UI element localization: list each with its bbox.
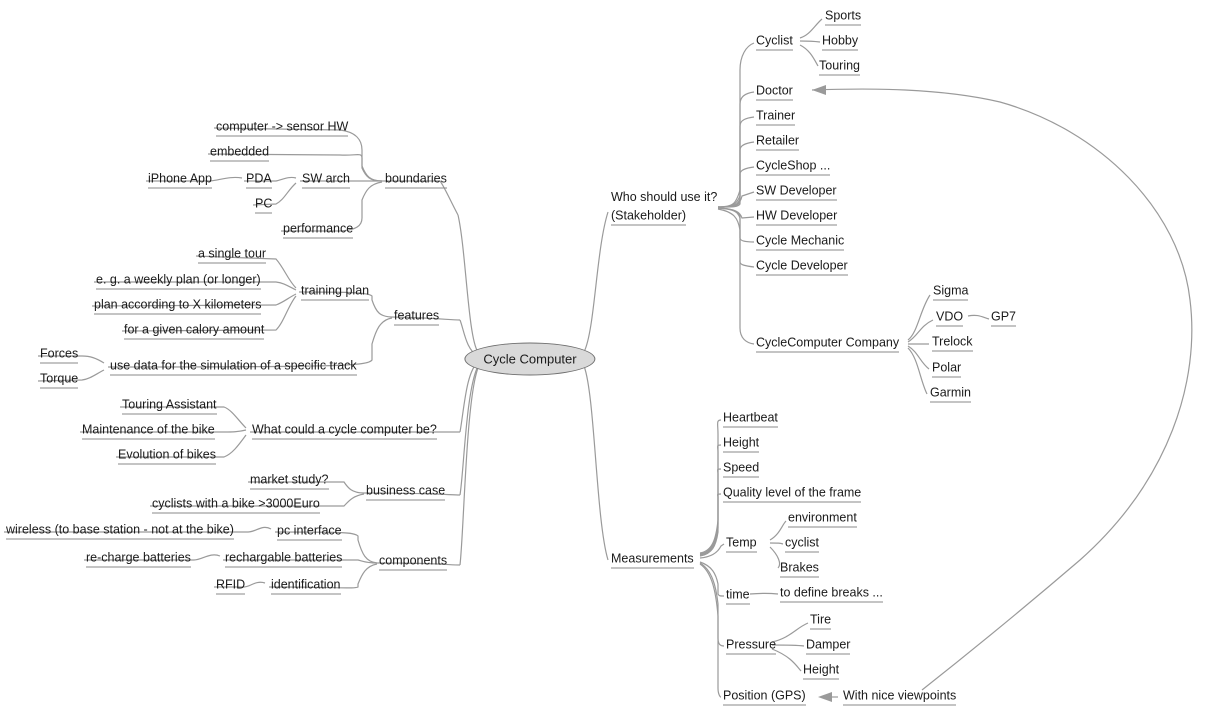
node-pressure[interactable]: Pressure	[726, 638, 776, 655]
node-trainer[interactable]: Trainer	[756, 109, 795, 126]
node-measurements[interactable]: Measurements	[611, 552, 694, 569]
node-cycleshop[interactable]: CycleShop ...	[756, 159, 830, 176]
node-trelock[interactable]: Trelock	[932, 335, 973, 352]
node-torque[interactable]: Torque	[40, 372, 78, 389]
node-vdo[interactable]: VDO	[936, 310, 963, 327]
node-stakeholder-line1[interactable]: Who should use it?	[611, 190, 718, 204]
node-retailer[interactable]: Retailer	[756, 134, 799, 151]
node-heartbeat[interactable]: Heartbeat	[723, 411, 778, 428]
node-embedded[interactable]: embedded	[210, 145, 269, 162]
node-define-breaks[interactable]: to define breaks ...	[780, 586, 883, 603]
node-iphone-app[interactable]: iPhone App	[148, 172, 212, 189]
node-pda[interactable]: PDA	[246, 172, 272, 189]
node-pc[interactable]: PC	[255, 197, 272, 214]
node-boundaries[interactable]: boundaries	[385, 172, 447, 189]
node-cyclist-temp[interactable]: cyclist	[785, 536, 819, 553]
node-nice-viewpoints[interactable]: With nice viewpoints	[843, 689, 956, 706]
node-doctor[interactable]: Doctor	[756, 84, 793, 101]
node-garmin[interactable]: Garmin	[930, 386, 971, 403]
node-damper[interactable]: Damper	[806, 638, 850, 655]
node-sports[interactable]: Sports	[825, 9, 861, 26]
node-environment[interactable]: environment	[788, 511, 857, 528]
node-calory-amount[interactable]: for a given calory amount	[124, 323, 264, 340]
node-touring-assistant[interactable]: Touring Assistant	[122, 398, 217, 415]
node-cyclist[interactable]: Cyclist	[756, 34, 793, 51]
node-plan-x-kilometers[interactable]: plan according to X kilometers	[94, 298, 261, 315]
node-hobby[interactable]: Hobby	[822, 34, 858, 51]
node-sw-developer[interactable]: SW Developer	[756, 184, 837, 201]
node-components[interactable]: components	[379, 554, 447, 571]
node-features[interactable]: features	[394, 309, 439, 326]
node-training-plan[interactable]: training plan	[301, 284, 369, 301]
node-gp7[interactable]: GP7	[991, 310, 1016, 327]
node-polar[interactable]: Polar	[932, 361, 961, 378]
node-cyclists-3000euro[interactable]: cyclists with a bike >3000Euro	[152, 497, 320, 514]
node-forces[interactable]: Forces	[40, 347, 78, 364]
node-business-case[interactable]: business case	[366, 484, 445, 501]
node-evolution-bikes[interactable]: Evolution of bikes	[118, 448, 216, 465]
node-quality-level-frame[interactable]: Quality level of the frame	[723, 486, 861, 503]
node-cyclecomputer-company[interactable]: CycleComputer Company	[756, 336, 899, 353]
node-market-study[interactable]: market study?	[250, 473, 329, 490]
node-what-could-be[interactable]: What could a cycle computer be?	[252, 423, 437, 440]
node-weekly-plan[interactable]: e. g. a weekly plan (or longer)	[96, 273, 261, 290]
node-single-tour[interactable]: a single tour	[198, 247, 266, 264]
mindmap-root-node[interactable]: Cycle Computer	[464, 343, 595, 376]
node-computer-sensor-hw[interactable]: computer -> sensor HW	[216, 120, 348, 137]
node-position-gps[interactable]: Position (GPS)	[723, 689, 806, 706]
node-identification[interactable]: identification	[271, 578, 341, 595]
node-hw-developer[interactable]: HW Developer	[756, 209, 837, 226]
node-performance[interactable]: performance	[283, 222, 353, 239]
node-rechargable-batteries[interactable]: rechargable batteries	[225, 551, 342, 568]
node-height-measure[interactable]: Height	[723, 436, 759, 453]
node-temp[interactable]: Temp	[726, 536, 757, 553]
node-brakes[interactable]: Brakes	[780, 561, 819, 578]
node-rfid[interactable]: RFID	[216, 578, 245, 595]
node-touring[interactable]: Touring	[819, 59, 860, 76]
node-sw-arch[interactable]: SW arch	[302, 172, 350, 189]
node-tire[interactable]: Tire	[810, 613, 831, 630]
node-pc-interface[interactable]: pc interface	[277, 524, 342, 541]
node-simulation-track[interactable]: use data for the simulation of a specific track	[110, 359, 357, 376]
node-wireless-base-station[interactable]: wireless (to base station - not at the bike)	[6, 523, 234, 540]
node-time[interactable]: time	[726, 588, 750, 605]
node-height-pressure[interactable]: Height	[803, 663, 839, 680]
node-maintenance-bike[interactable]: Maintenance of the bike	[82, 423, 215, 440]
node-re-charge-batteries[interactable]: re-charge batteries	[86, 551, 191, 568]
node-cycle-mechanic[interactable]: Cycle Mechanic	[756, 234, 844, 251]
node-cycle-developer[interactable]: Cycle Developer	[756, 259, 848, 276]
node-stakeholder-line2[interactable]: (Stakeholder)	[611, 209, 686, 226]
node-speed[interactable]: Speed	[723, 461, 759, 478]
node-sigma[interactable]: Sigma	[933, 284, 968, 301]
